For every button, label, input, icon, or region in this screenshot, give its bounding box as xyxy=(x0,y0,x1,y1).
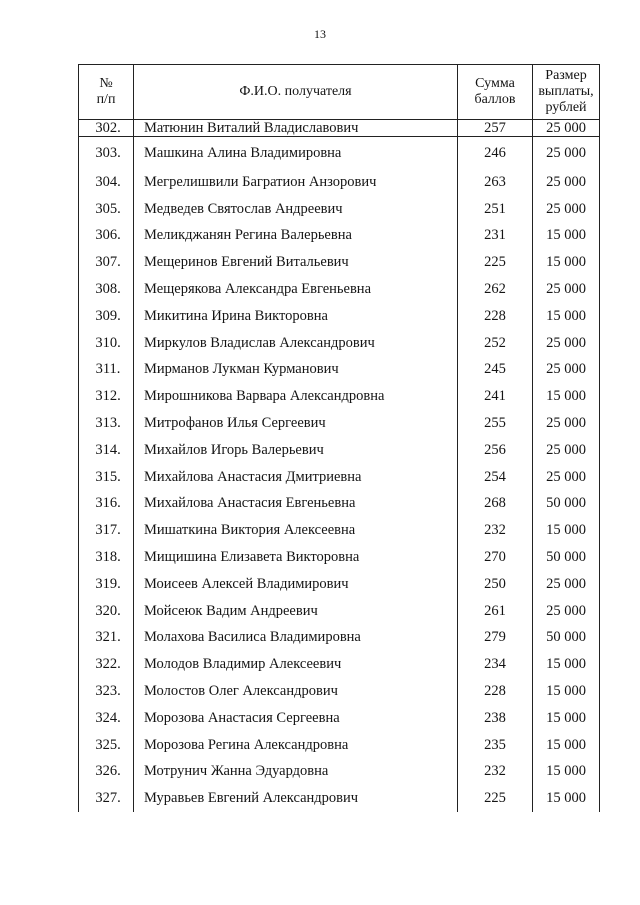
payment-amount: 15 000 xyxy=(533,223,600,250)
table-row xyxy=(79,276,600,303)
table-row xyxy=(79,705,600,732)
table-row xyxy=(79,571,600,598)
score-total: 268 xyxy=(458,491,533,518)
score-total: 252 xyxy=(458,330,533,357)
recipient-name: Морозова Анастасия Сергеевна xyxy=(134,705,458,732)
recipient-name: Муравьев Евгений Александрович xyxy=(134,785,458,812)
table-row xyxy=(79,120,600,137)
header-name xyxy=(134,65,458,120)
recipient-name: Мишаткина Виктория Алексеевна xyxy=(134,517,458,544)
row-number: 313. xyxy=(79,410,134,437)
payment-amount: 25 000 xyxy=(533,137,600,170)
recipient-name: Матюнин Виталий Владиславович xyxy=(134,120,458,137)
row-number: 314. xyxy=(79,437,134,464)
row-number: 316. xyxy=(79,491,134,518)
header-score-line1: Сумма xyxy=(475,76,515,91)
header-payment xyxy=(533,65,600,120)
score-total: 262 xyxy=(458,276,533,303)
recipient-name: Мищишина Елизавета Викторовна xyxy=(134,544,458,571)
payment-amount: 25 000 xyxy=(533,276,600,303)
payment-amount: 15 000 xyxy=(533,383,600,410)
row-number: 307. xyxy=(79,249,134,276)
table-row xyxy=(79,464,600,491)
score-total: 238 xyxy=(458,705,533,732)
row-number: 304. xyxy=(79,169,134,196)
table-row xyxy=(79,330,600,357)
table-row xyxy=(79,223,600,250)
payment-amount: 15 000 xyxy=(533,249,600,276)
recipient-name: Мотрунич Жанна Эдуардовна xyxy=(134,759,458,786)
recipient-name: Миркулов Владислав Александрович xyxy=(134,330,458,357)
table-row xyxy=(79,517,600,544)
payment-amount: 25 000 xyxy=(533,357,600,384)
recipient-name: Мещерякова Александра Евгеньевна xyxy=(134,276,458,303)
payment-amount: 15 000 xyxy=(533,785,600,812)
score-total: 246 xyxy=(458,137,533,170)
recipient-name: Медведев Святослав Андреевич xyxy=(134,196,458,223)
row-number: 324. xyxy=(79,705,134,732)
payment-amount: 25 000 xyxy=(533,464,600,491)
score-total: 225 xyxy=(458,785,533,812)
payment-amount: 25 000 xyxy=(533,598,600,625)
payment-amount: 15 000 xyxy=(533,759,600,786)
payment-amount: 25 000 xyxy=(533,330,600,357)
recipient-name: Мирманов Лукман Курманович xyxy=(134,357,458,384)
row-number: 317. xyxy=(79,517,134,544)
score-total: 228 xyxy=(458,303,533,330)
recipient-name: Мирошникова Варвара Александровна xyxy=(134,383,458,410)
recipient-name: Михайлова Анастасия Дмитриевна xyxy=(134,464,458,491)
score-total: 232 xyxy=(458,517,533,544)
table-row xyxy=(79,137,600,170)
recipients-table xyxy=(78,64,600,812)
payment-amount: 25 000 xyxy=(533,571,600,598)
row-number: 319. xyxy=(79,571,134,598)
recipient-name: Морозова Регина Александровна xyxy=(134,732,458,759)
score-total: 263 xyxy=(458,169,533,196)
score-total: 225 xyxy=(458,249,533,276)
score-total: 279 xyxy=(458,625,533,652)
header-payment-line3: рублей xyxy=(545,100,587,115)
score-total: 250 xyxy=(458,571,533,598)
header-payment-line1: Размер xyxy=(545,68,587,83)
table-row xyxy=(79,625,600,652)
payment-amount: 50 000 xyxy=(533,491,600,518)
payment-amount: 15 000 xyxy=(533,517,600,544)
row-number: 318. xyxy=(79,544,134,571)
payment-amount: 15 000 xyxy=(533,732,600,759)
score-total: 270 xyxy=(458,544,533,571)
payment-amount: 25 000 xyxy=(533,410,600,437)
score-total: 255 xyxy=(458,410,533,437)
table-row xyxy=(79,196,600,223)
score-total: 257 xyxy=(458,120,533,137)
score-total: 234 xyxy=(458,651,533,678)
table-row xyxy=(79,759,600,786)
payment-amount: 25 000 xyxy=(533,437,600,464)
row-number: 321. xyxy=(79,625,134,652)
score-total: 241 xyxy=(458,383,533,410)
score-total: 232 xyxy=(458,759,533,786)
table-row xyxy=(79,598,600,625)
table-row xyxy=(79,732,600,759)
row-number: 310. xyxy=(79,330,134,357)
row-number: 323. xyxy=(79,678,134,705)
payment-amount: 25 000 xyxy=(533,196,600,223)
recipient-name: Машкина Алина Владимировна xyxy=(134,137,458,170)
row-number: 320. xyxy=(79,598,134,625)
score-total: 256 xyxy=(458,437,533,464)
row-number: 322. xyxy=(79,651,134,678)
header-number-line2: п/п xyxy=(96,92,116,107)
table-header-row xyxy=(79,65,600,120)
table-row xyxy=(79,383,600,410)
row-number: 327. xyxy=(79,785,134,812)
row-number: 306. xyxy=(79,223,134,250)
table-row xyxy=(79,357,600,384)
recipients-table-container xyxy=(78,64,599,812)
payment-amount: 15 000 xyxy=(533,678,600,705)
row-number: 315. xyxy=(79,464,134,491)
recipient-name: Молостов Олег Александрович xyxy=(134,678,458,705)
header-number-line1: № xyxy=(99,76,113,91)
score-total: 251 xyxy=(458,196,533,223)
score-total: 254 xyxy=(458,464,533,491)
score-total: 245 xyxy=(458,357,533,384)
table-row xyxy=(79,303,600,330)
row-number: 302. xyxy=(79,120,134,137)
header-payment-line2: выплаты, xyxy=(538,84,594,99)
header-name-label: Ф.И.О. получателя xyxy=(239,84,352,99)
recipient-name: Молахова Василиса Владимировна xyxy=(134,625,458,652)
recipient-name: Мегрелишвили Багратион Анзорович xyxy=(134,169,458,196)
payment-amount: 15 000 xyxy=(533,303,600,330)
payment-amount: 25 000 xyxy=(533,120,600,137)
payment-amount: 50 000 xyxy=(533,544,600,571)
recipient-name: Михайлов Игорь Валерьевич xyxy=(134,437,458,464)
row-number: 305. xyxy=(79,196,134,223)
score-total: 261 xyxy=(458,598,533,625)
table-row xyxy=(79,651,600,678)
page-number: 13 xyxy=(314,27,326,41)
row-number: 308. xyxy=(79,276,134,303)
table-row xyxy=(79,437,600,464)
recipient-name: Михайлова Анастасия Евгеньевна xyxy=(134,491,458,518)
table-row xyxy=(79,678,600,705)
score-total: 231 xyxy=(458,223,533,250)
recipient-name: Митрофанов Илья Сергеевич xyxy=(134,410,458,437)
row-number: 309. xyxy=(79,303,134,330)
table-header xyxy=(79,65,600,120)
payment-amount: 25 000 xyxy=(533,169,600,196)
payment-amount: 15 000 xyxy=(533,705,600,732)
payment-amount: 15 000 xyxy=(533,651,600,678)
recipient-name: Меликджанян Регина Валерьевна xyxy=(134,223,458,250)
table-row xyxy=(79,410,600,437)
recipient-name: Молодов Владимир Алексеевич xyxy=(134,651,458,678)
recipient-name: Моисеев Алексей Владимирович xyxy=(134,571,458,598)
score-total: 235 xyxy=(458,732,533,759)
table-row xyxy=(79,785,600,812)
header-number xyxy=(79,65,134,120)
recipient-name: Мойсеюк Вадим Андреевич xyxy=(134,598,458,625)
table-body xyxy=(79,120,600,813)
row-number: 326. xyxy=(79,759,134,786)
row-number: 312. xyxy=(79,383,134,410)
table-row xyxy=(79,544,600,571)
recipient-name: Микитина Ирина Викторовна xyxy=(134,303,458,330)
table-row xyxy=(79,249,600,276)
recipient-name: Мещеринов Евгений Витальевич xyxy=(134,249,458,276)
header-score xyxy=(458,65,533,120)
table-row xyxy=(79,491,600,518)
header-score-line2: баллов xyxy=(474,92,516,107)
score-total: 228 xyxy=(458,678,533,705)
row-number: 303. xyxy=(79,137,134,170)
payment-amount: 50 000 xyxy=(533,625,600,652)
row-number: 311. xyxy=(79,357,134,384)
table-row xyxy=(79,169,600,196)
row-number: 325. xyxy=(79,732,134,759)
